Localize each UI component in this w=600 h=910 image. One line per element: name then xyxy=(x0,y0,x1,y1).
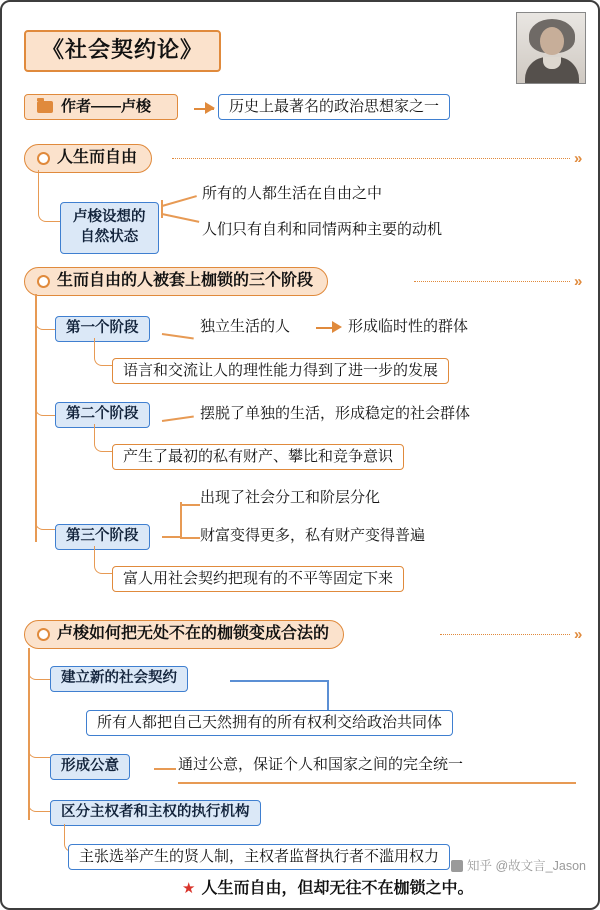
author-description: 历史上最著名的政治思想家之一 xyxy=(218,94,450,120)
folder-icon xyxy=(37,101,53,113)
connector-s3-item2-h xyxy=(154,768,176,770)
connector-s1-item1 xyxy=(162,213,200,222)
s3-item-1-label[interactable]: 建立新的社会契约 xyxy=(50,666,188,692)
stage-2-box: 产生了最初的私有财产、攀比和竞争意识 xyxy=(112,444,404,470)
connector-stage3-join xyxy=(162,536,182,538)
stage-3-top-text: 出现了社会分工和阶层分化 xyxy=(200,489,381,506)
bullet-icon xyxy=(37,152,50,165)
s3-item-1-box: 所有人都把自己天然拥有的所有权利交给政治共同体 xyxy=(86,710,453,736)
connector-stage2 xyxy=(35,374,55,416)
section-heading-3[interactable]: 卢梭如何把无处不在的枷锁变成合法的 xyxy=(24,620,344,649)
connector-s1-item0 xyxy=(162,195,197,206)
dotted-line-2 xyxy=(414,281,570,282)
connector-stage2-right xyxy=(162,416,194,422)
dotted-line-3 xyxy=(440,634,570,635)
stage-1-inline-right: 形成临时性的群体 xyxy=(348,318,469,335)
stage-1-inline-left: 独立生活的人 xyxy=(200,318,291,335)
arrow-right-icon xyxy=(205,102,215,114)
connector-s1-hub xyxy=(161,200,163,218)
star-icon: ★ xyxy=(182,880,196,897)
underline-s3-item2 xyxy=(178,782,576,784)
zhihu-logo-icon xyxy=(451,860,463,872)
stage-2-inline-left: 摆脱了单独的生活，形成稳定的社会群体 xyxy=(200,405,471,422)
stage-3-label[interactable]: 第三个阶段 xyxy=(55,524,150,550)
s1-item-0: 所有的人都生活在自由之中 xyxy=(202,185,383,202)
watermark: 知乎 @故文言_Jason xyxy=(451,856,586,874)
s3-item-2-label[interactable]: 形成公意 xyxy=(50,754,130,780)
s1-item-1: 人们只有自利和同情两种主要的动机 xyxy=(202,221,443,238)
section-heading-1[interactable]: 人生而自由 xyxy=(24,144,152,173)
connector-s1 xyxy=(38,170,60,222)
connector-s3-item1-h xyxy=(230,680,328,682)
arrow-right-icon xyxy=(332,321,342,333)
s3-item-2-inline: 通过公意，保证个人和国家之间的完全统一 xyxy=(178,756,464,773)
page-title: 《社会契约论》 xyxy=(24,30,221,72)
connector-s3-item1-v xyxy=(327,680,329,712)
stage-3-box: 富人用社会契约把现有的不平等固定下来 xyxy=(112,566,404,592)
stage-2-label[interactable]: 第二个阶段 xyxy=(55,402,150,428)
dotted-line-1 xyxy=(172,158,570,159)
chevron-right-icon-2: » xyxy=(574,273,583,290)
stage-3-inline-left: 财富变得更多，私有财产变得普遍 xyxy=(200,527,426,544)
connector-stage3-box xyxy=(94,546,112,574)
connector-stage1-box xyxy=(94,338,112,366)
stage-1-box: 语言和交流让人的理性能力得到了进一步的发展 xyxy=(112,358,449,384)
s3-item-3-label[interactable]: 区分主权者和主权的执行机构 xyxy=(50,800,261,826)
connector-stage3-mid xyxy=(180,537,200,539)
chevron-right-icon-1: » xyxy=(574,150,583,167)
connector-s3-item1 xyxy=(28,648,50,680)
chevron-right-icon-3: » xyxy=(574,626,583,643)
bullet-icon xyxy=(37,628,50,641)
connector-s3-item3 xyxy=(28,738,50,812)
portrait-face xyxy=(540,27,564,55)
connector-stage1 xyxy=(35,294,55,330)
connector-stage1-right xyxy=(162,333,194,339)
subnode-natural-state[interactable]: 卢梭设想的 自然状态 xyxy=(60,202,159,254)
footer-quote: ★ 人生而自由，但却无往不在枷锁之中。 xyxy=(182,880,474,897)
connector-stage3-hub xyxy=(180,502,182,538)
author-node[interactable]: 作者——卢梭 xyxy=(24,94,178,120)
s3-item-3-box: 主张选举产生的贤人制，主权者监督执行者不滥用权力 xyxy=(68,844,450,870)
connector-stage2-box xyxy=(94,424,112,452)
connector-stage3-top xyxy=(180,504,200,506)
stage-1-label[interactable]: 第一个阶段 xyxy=(55,316,150,342)
connector-stage3 xyxy=(35,462,55,530)
bullet-icon xyxy=(37,275,50,288)
section-heading-2[interactable]: 生而自由的人被套上枷锁的三个阶段 xyxy=(24,267,328,296)
author-portrait xyxy=(516,12,586,84)
